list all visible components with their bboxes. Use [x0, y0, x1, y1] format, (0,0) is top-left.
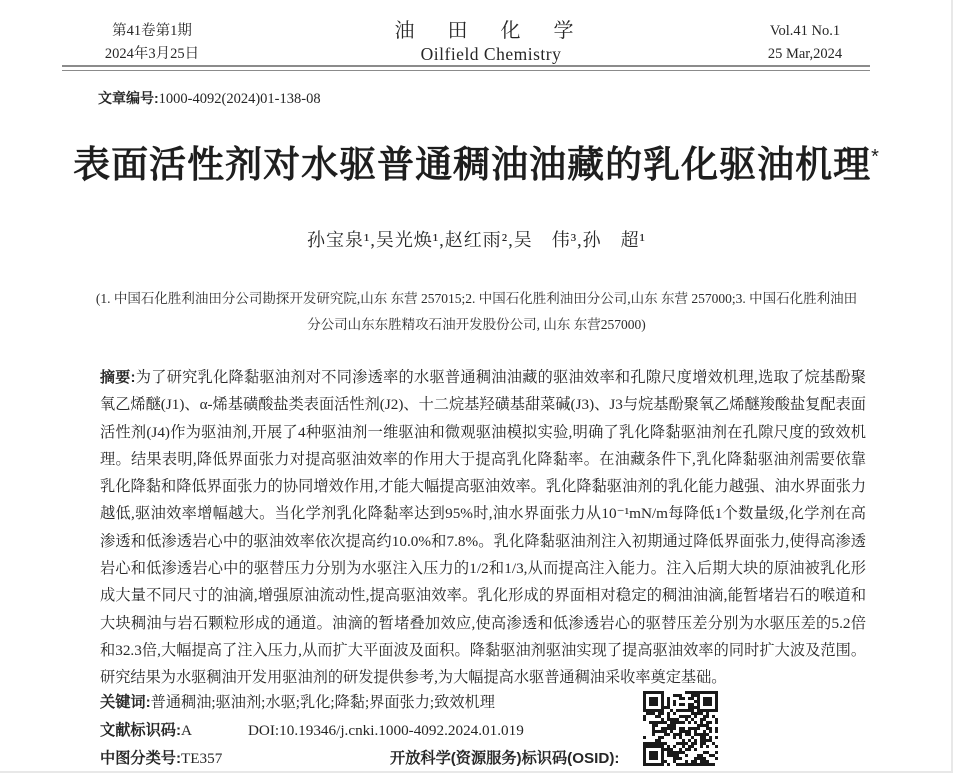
doc-code-label: 文献标识码:: [100, 722, 181, 739]
authors-line: 孙宝泉¹,吴光焕¹,赵红雨²,吴 伟³,孙 超¹: [307, 230, 646, 250]
osid-label: 开放科学(资源服务)标识码(OSID):: [390, 750, 620, 767]
article-number-value: 1000-4092(2024)01-138-08: [158, 91, 321, 107]
article-number-line: [98, 88, 321, 108]
affiliation-line-2: 分公司山东东胜精攻石油开发股份公司, 山东 东营257000): [307, 317, 646, 332]
header-double-rule: [62, 65, 870, 71]
abstract-label: 摘要:: [100, 369, 136, 386]
clc-value: TE357: [181, 750, 223, 767]
doi-value: DOI:10.19346/j.cnki.1000-4092.2024.01.019: [247, 722, 524, 739]
header-volume-issue-en: [740, 20, 870, 66]
abstract-text: 为了研究乳化降黏驱油剂对不同渗透率的水驱普通稠油油藏的驱油效率和孔隙尺度增效机理,选取了烷基酚聚氧乙烯醚(J1)、α-烯基磺酸盐类表面活性剂(J2)、十二烷基羟磺基甜菜碱(J3)、J3与烷基酚聚氧乙烯醚羧酸盐复配表面活性剂(J4)作为驱油剂,开展了4种驱油剂一维驱油和微观驱油模拟实验,明确了乳化降黏驱油剂在孔隙尺度的致效机理。结果表明,降低界面张力对提高驱油效率的作用大于提高乳化降黏率。在油藏条件下,乳化降黏驱油剂需要依靠乳化降黏和降低界面张力的协同增效作用,才能大幅提高驱油效率。乳化降黏驱油剂的乳化能力越强、油水界面张力越低,驱油效率增幅越大。当化学剂乳化降黏率达到95%时,油水界面张力从10⁻¹mN/m每降低1个数量级,化学剂在高渗透和低渗透岩心中的驱油效率依次提高约10.0%和7.8%。乳化降黏驱油剂注入初期通过降低界面张力,使得高渗透岩心和低渗透岩心中的驱替压力分别为水驱注入压力的1/2和1/3,从而提高注入能力。注入后期大块的原油被乳化形成大量不同尺寸的油滴,增强原油流动性,提高驱油效率。乳化形成的界面相对稳定的稠油油滴,能暂堵岩石的喉道和大块稠油与岩石颗粒形成的通道。油滴的暂堵叠加效应,使高渗透和低渗透岩心的驱替压差分别为水驱压差的5.2倍和32.3倍,大幅提高了注入压力,从而扩大平面波及面积。降黏驱油剂驱油实现了提高驱油效率的同时扩大波及范围。研究结果为水驱稠油开发用驱油剂的研发提供参考,为大幅提高水驱普通稠油采收率奠定基础。: [100, 369, 866, 687]
paper-title: [0, 134, 953, 188]
doc-code-value: A: [181, 722, 192, 739]
title-footnote-mark: *: [871, 146, 880, 168]
date-en: 25 Mar,2024: [767, 46, 843, 62]
journal-name-en: Oilfield Chemistry: [420, 44, 562, 64]
clc-osid-line: [100, 747, 866, 768]
volume-issue-cn: 第41卷第1期: [112, 23, 192, 39]
keywords-line: [100, 691, 866, 712]
header-journal-name: [242, 20, 740, 66]
article-number-label: 文章编号:: [98, 90, 159, 106]
journal-name-cn: 油 田 化 学: [394, 20, 588, 42]
affiliations: [0, 286, 953, 338]
keywords-value: 普通稠油;驱油剂;水驱;乳化;降黏;界面张力;致效机理: [150, 694, 495, 711]
clc-label: 中图分类号:: [100, 750, 181, 767]
affiliation-line-1: (1. 中国石化胜利油田分公司勘探开发研究院,山东 东营 257015;2. 中国石化胜利油田分公司,山东 东营 257000;3. 中国石化胜利油田: [95, 291, 858, 306]
abstract-paragraph: [100, 364, 866, 692]
osid-qr-code: [643, 688, 718, 766]
keywords-label: 关键词:: [100, 694, 151, 711]
doc-code-doi-line: [100, 719, 866, 740]
volume-issue-en: Vol.41 No.1: [769, 23, 841, 39]
header-volume-issue-cn: [62, 20, 242, 66]
paper-title-text: 表面活性剂对水驱普通稠油油藏的乳化驱油机理: [73, 144, 872, 185]
date-cn: 2024年3月25日: [104, 46, 200, 62]
journal-header: [62, 20, 870, 66]
